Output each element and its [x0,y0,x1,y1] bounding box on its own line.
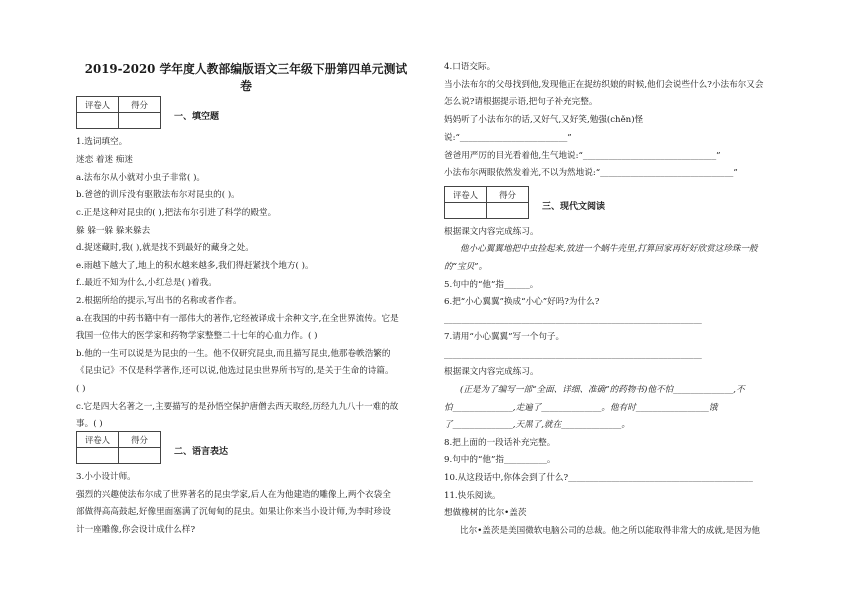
question-line: ( ) [76,384,86,394]
question-line: 迷恋 着迷 痴迷 [76,155,134,165]
score-cell-reviewer[interactable] [77,113,119,129]
question-line: 我国一位伟大的医学家和药物学家整整二十七年的心血力作。( ) [76,331,318,341]
question-line: 强烈的兴趣使法布尔成了世界著名的昆虫学家,后人在为他建造的雕像上,两个衣袋全 [76,490,391,500]
question-line: b.爸爸的训斥没有驱散法布尔对昆虫的( )。 [76,190,240,200]
question-line: 1.选词填空。 [76,137,128,147]
score-cell-score[interactable] [119,113,161,129]
question-line: 当小法布尔的父母找到他,发现他正在捉纺织娘的时候,他们会说些什么?小法布尔又会 [444,80,764,90]
question-line: 7.请用“小心翼翼”写一个句子。 [444,332,565,342]
score-cell-reviewer[interactable] [445,203,487,219]
question-line: 11.快乐阅读。 [444,491,501,501]
passage-line: 他小心翼翼地把中虫捡起来,放进一个蜗牛壳里,打算回家再好好欣赏这珍珠一般 [460,244,758,254]
question-line: e.雨越下越大了,地上的积水越来越多,我们得赶紧找个地方( )。 [76,261,314,271]
section-heading-reading: 三、现代文阅读 [542,202,606,212]
question-line: f..最近不知为什么,小红总是( )着我。 [76,278,217,288]
exam-title-line2: 卷 [240,79,252,93]
answer-line[interactable]: ____________________________________________________________ [444,350,702,360]
question-line: 《昆虫记》不仅是科学著作,还可以说,他选过昆虫世界所书写的,是关于生命的诗篇。 [76,366,394,376]
question-line: 4.口语交际。 [444,62,496,72]
answer-line[interactable]: ____________________________________________________________ [444,315,702,325]
answer-line[interactable]: 说:“_________________________” [444,133,572,143]
passage-line: 了______________,天黑了,就在______________。 [444,420,630,430]
score-table-header-score: 得分 [119,432,161,448]
passage-line: 的“宝贝”。 [444,262,488,272]
question-line: c.正是这种对昆虫的( ),把法布尔引进了科学的殿堂。 [76,208,277,218]
question-line: 怎么说?请根据提示语,把句子补充完整。 [444,97,598,107]
passage-line: 怕______________,走遍了______________。他有时_________________饿 [444,403,718,413]
score-table-2 [76,431,161,464]
score-table-header-reviewer: 评卷人 [77,97,119,113]
score-table-header-reviewer: 评卷人 [77,432,119,448]
question-line: 根据课文内容完成练习。 [444,227,539,237]
passage-line: 比尔•盖茨是美国微软电脑公司的总裁。他之所以能取得非常大的成就,是因为他 [460,526,760,536]
question-line: 部做得高高鼓起,好像里面塞满了沉甸甸的昆虫。如果让你来当小设计师,为李时珍设 [76,507,391,517]
question-line: 10.从这段话中,你体会到了什么?___________________________________________ [444,473,753,483]
section-heading-language: 二、语言表达 [174,447,229,457]
question-line: 事。( ) [76,419,103,429]
question-line: 妈妈听了小法布尔的话,又好气,又好笑,勉强(chěn)怪 [444,115,644,125]
question-line: d.捉迷藏时,我( ),就是找不到最好的藏身之处。 [76,243,254,253]
answer-line[interactable]: 小法布尔两眼依然发着光,不以为然地说:“_______________________________” [444,168,738,178]
question-line: 8.把上面的一段话补充完整。 [444,438,556,448]
question-line: 计一座雕像,你会设计成什么样? [76,525,196,535]
question-line: 2.根据所给的提示,写出书的名称或者作者。 [76,296,242,306]
section-heading-fill-blank: 一、填空题 [174,112,220,122]
question-line: 5.句中的“他”指______。 [444,280,539,290]
score-table-header-score: 得分 [487,187,529,203]
question-line: a.在我国的中药书籍中有一部伟大的著作,它经被译成十余种文字,在全世界流传。它是 [76,314,399,324]
score-table-header-reviewer: 评卷人 [445,187,487,203]
score-cell-score[interactable] [487,203,529,219]
score-table-1 [76,96,161,129]
exam-title-line1: 2019-2020 学年度人教部编版语文三年级下册第四单元测试 [84,62,408,76]
question-line: c.它是四大名著之一,主要描写的是孙悟空保护唐僧去西天取经,历经九九八十一难的故 [76,402,399,412]
score-table-header-score: 得分 [119,97,161,113]
question-line: 根据课文内容完成练习。 [444,367,539,377]
question-line: 9.句中的“他”指__________。 [444,455,556,465]
question-line: b.他的一生可以说是为昆虫的一生。他不仅研究昆虫,而且描写昆虫,他那卷帙浩繁的 [76,349,391,359]
question-line: 躲 躲一躲 躲来躲去 [76,226,151,236]
score-table-3 [444,186,529,219]
score-cell-score[interactable] [119,448,161,464]
score-cell-reviewer[interactable] [77,448,119,464]
answer-line[interactable]: 爸爸用严厉的目光看着他,生气地说:“_______________________________” [444,151,721,161]
question-line: 3.小小设计师。 [76,472,136,482]
passage-line: (正是为了编写一部“全面、详细、准确”的药物书)他不怕______________,不 [460,385,745,395]
passage-title: 想做橡树的比尔•盖茨 [444,508,527,518]
question-line: a.法布尔从小就对小虫子非常( )。 [76,173,206,183]
question-line: 6.把“小心翼翼”换成“小心”好吗?为什么? [444,297,600,307]
